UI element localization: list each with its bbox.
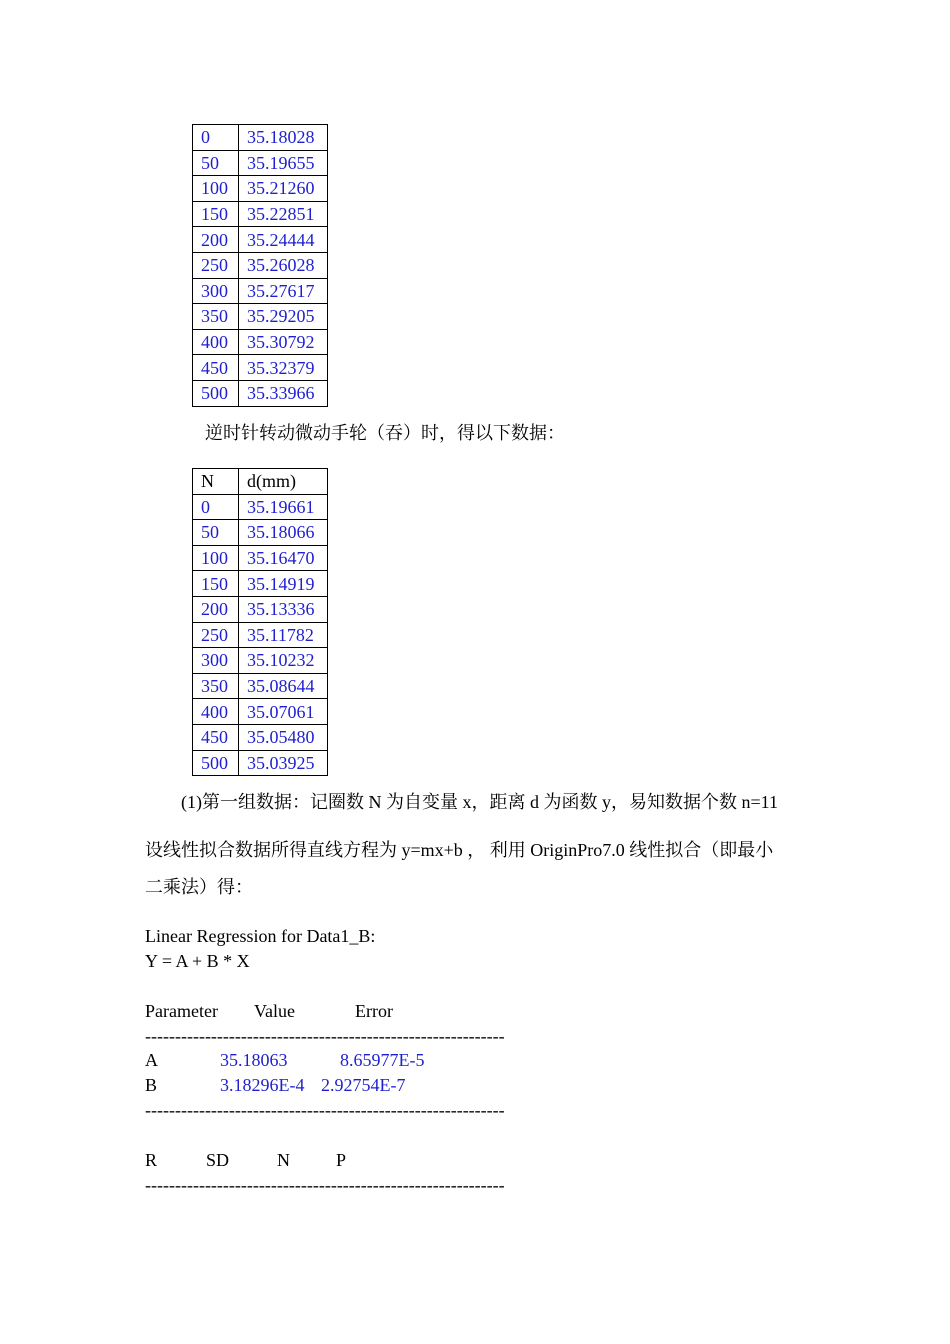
param-row-b-value: 3.18296E-4 [220,1075,305,1095]
cell-distance: 35.10232 [239,648,328,674]
cell-distance: 35.29205 [239,304,328,330]
cell-n: 200 [193,227,239,253]
cell-n: 0 [193,125,239,151]
cell-distance: 35.14919 [239,571,328,597]
table-row [193,176,328,202]
stats-header-r: R [145,1150,158,1170]
table-row [193,278,328,304]
table-row [193,545,328,571]
cell-distance: 35.32379 [239,355,328,381]
table-row [193,571,328,597]
cell-distance: 35.30792 [239,329,328,355]
cell-n: 350 [193,673,239,699]
table-row [193,494,328,520]
paragraph-fit-line2: 二乘法）得： [145,877,253,897]
table-row [193,699,328,725]
table-row [193,596,328,622]
cell-distance: 35.24444 [239,227,328,253]
cell-distance: 35.18066 [239,520,328,546]
cell-n: 250 [193,622,239,648]
paragraph-fit-line1: 设线性拟合数据所得直线方程为 y=mx+b ， 利用 OriginPro7.0 线性拟合（即最小 [145,840,774,860]
cell-n: 50 [193,520,239,546]
stats-header-sd: SD [206,1150,230,1170]
cell-distance: 35.05480 [239,724,328,750]
cell-distance: 35.19661 [239,494,328,520]
table2-caption: 逆时针转动微动手轮（吞）时，得以下数据： [205,423,565,443]
column-header-d: d(mm) [239,469,328,495]
cell-n: 300 [193,648,239,674]
cell-n: 50 [193,150,239,176]
cell-distance: 35.22851 [239,201,328,227]
cell-n: 150 [193,571,239,597]
cell-distance: 35.33966 [239,380,328,406]
param-row-a-name: A [145,1050,158,1070]
cell-n: 500 [193,380,239,406]
table-row [193,648,328,674]
table-row [193,329,328,355]
table-row [193,252,328,278]
cell-distance: 35.18028 [239,125,328,151]
cell-distance: 35.03925 [239,750,328,776]
cell-n: 350 [193,304,239,330]
cell-distance: 35.26028 [239,252,328,278]
cell-distance: 35.07061 [239,699,328,725]
table-row [193,227,328,253]
cell-n: 450 [193,355,239,381]
table-row [193,520,328,546]
cell-distance: 35.08644 [239,673,328,699]
cell-n: 0 [193,494,239,520]
paragraph-first-group: (1)第一组数据：记圈数 N 为自变量 x，距离 d 为函数 y，易知数据个数 n=11 [181,792,778,812]
cell-distance: 35.21260 [239,176,328,202]
param-row-a-error: 8.65977E-5 [340,1050,425,1070]
param-row-b-name: B [145,1075,158,1095]
separator-line: ------------------------------------------------------------ [145,1100,505,1120]
column-header-n: N [193,469,239,495]
table-row [193,673,328,699]
clockwise-data-table [192,124,328,407]
table-header-row [193,469,328,495]
table-row [193,622,328,648]
cell-n: 500 [193,750,239,776]
param-row-a-value: 35.18063 [220,1050,288,1070]
stats-header-n: N [277,1150,290,1170]
table-row [193,724,328,750]
cell-n: 400 [193,699,239,725]
param-header-error: Error [355,1001,393,1021]
cell-distance: 35.13336 [239,596,328,622]
table-row [193,750,328,776]
cell-distance: 35.27617 [239,278,328,304]
param-row-b-error: 2.92754E-7 [321,1075,406,1095]
table-row [193,380,328,406]
stats-header-p: P [336,1150,347,1170]
table-row [193,201,328,227]
regression-title: Linear Regression for Data1_B: [145,926,376,946]
cell-n: 400 [193,329,239,355]
separator-line: ------------------------------------------------------------ [145,1175,505,1195]
cell-n: 450 [193,724,239,750]
cell-distance: 35.11782 [239,622,328,648]
cell-n: 200 [193,596,239,622]
table-row [193,355,328,381]
param-header-parameter: Parameter [145,1001,218,1021]
separator-line: ------------------------------------------------------------ [145,1026,505,1046]
cell-n: 250 [193,252,239,278]
cell-distance: 35.16470 [239,545,328,571]
table-row [193,125,328,151]
counterclockwise-data-table [192,468,328,776]
cell-n: 300 [193,278,239,304]
cell-n: 150 [193,201,239,227]
table-row [193,304,328,330]
param-header-value: Value [254,1001,295,1021]
table-row [193,150,328,176]
cell-distance: 35.19655 [239,150,328,176]
regression-equation: Y = A + B * X [145,951,250,971]
cell-n: 100 [193,176,239,202]
cell-n: 100 [193,545,239,571]
